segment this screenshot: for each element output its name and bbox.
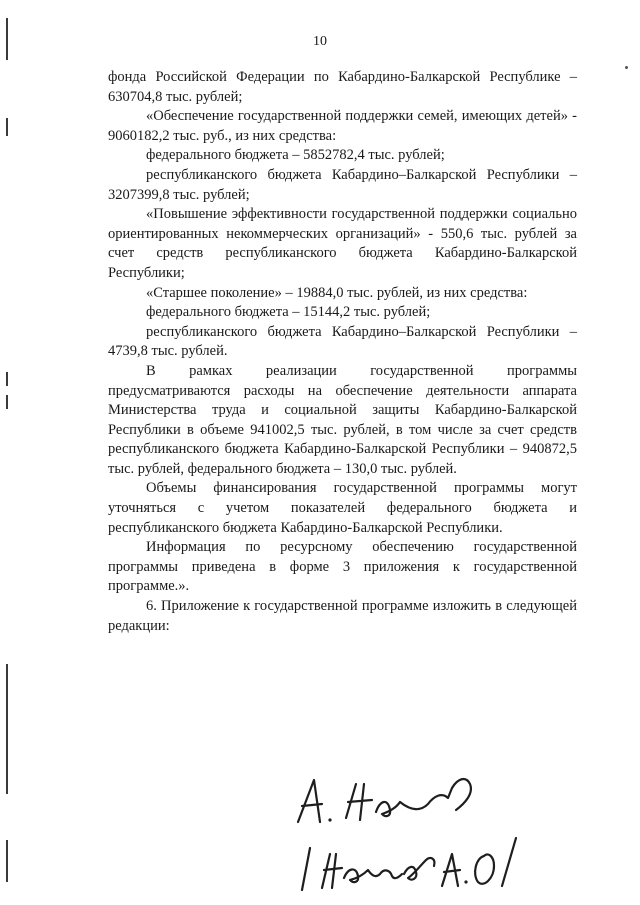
signature-stroke	[328, 818, 331, 821]
paragraph: федерального бюджета – 15144,2 тыс. рублей;	[146, 304, 431, 321]
signature-stroke	[302, 848, 310, 890]
left-margin-mark	[6, 840, 8, 882]
signature-stroke	[404, 858, 434, 880]
scan-dot	[625, 66, 628, 69]
signature-stroke	[346, 784, 372, 820]
left-margin-mark	[6, 118, 8, 136]
left-margin-mark	[6, 395, 8, 409]
signature	[280, 770, 540, 895]
signature-stroke	[502, 838, 516, 886]
signature-stroke	[475, 854, 494, 883]
paragraph: 6. Приложение к государственной программе изложить в следующей редакции:	[108, 598, 577, 634]
page-number: 10	[313, 34, 327, 49]
left-margin-mark	[6, 372, 8, 386]
signature-stroke	[344, 869, 402, 882]
document-body	[108, 68, 577, 636]
paragraph: «Старшее поколение» – 19884,0 тыс. рублей, из них средства:	[146, 284, 528, 301]
signature-stroke	[298, 780, 320, 822]
signature-stroke	[442, 854, 460, 886]
paragraph: В рамках реализации государственной программы предусматриваются расходы на обеспечение деятельности аппарата Министерства труда и социальной защиты Кабардино-Балкарской Республики в объеме 941002,5 тыс. рублей, в том числе за счет средств республиканского бюджета Кабардино-Балкарской Республики – 940872,5 тыс. рублей, федерального бюджета – 130,0 тыс. рублей.	[108, 362, 577, 477]
paragraph: фонда Российской Федерации по Кабардино-Балкарской Республике – 630704,8 тыс. рублей;	[108, 69, 577, 105]
paragraph: «Повышение эффективности государственной поддержки социально ориентированных некоммерческих организаций» - 550,6 тыс. рублей за счет средств республиканского бюджета Кабардино-Балкарской Республики;	[108, 206, 577, 281]
signature-stroke	[322, 854, 342, 888]
paragraph: республиканского бюджета Кабардино–Балкарской Республики – 4739,8 тыс. рублей.	[108, 323, 577, 360]
signature-stroke	[400, 779, 471, 810]
left-margin-mark	[6, 664, 8, 794]
left-margin-mark	[6, 18, 8, 60]
paragraph: Объемы финансирования государственной программы могут уточняться с учетом показателей федерального бюджета и республиканского бюджета Кабардино-Балкарской Республики.	[108, 480, 577, 536]
paragraph: федерального бюджета – 5852782,4 тыс. рублей;	[146, 147, 445, 164]
signature-stroke	[376, 802, 400, 816]
paragraph: республиканского бюджета Кабардино–Балкарской Республики – 3207399,8 тыс. рублей;	[108, 166, 577, 203]
paragraph: «Обеспечение государственной поддержки семей, имеющих детей» - 9060182,2 тыс. руб., из них средства:	[108, 108, 577, 144]
signature-stroke	[464, 880, 467, 883]
paragraph: Информация по ресурсному обеспечению государственной программы приведена в форме 3 приложения к государственной программе.».	[108, 539, 577, 595]
